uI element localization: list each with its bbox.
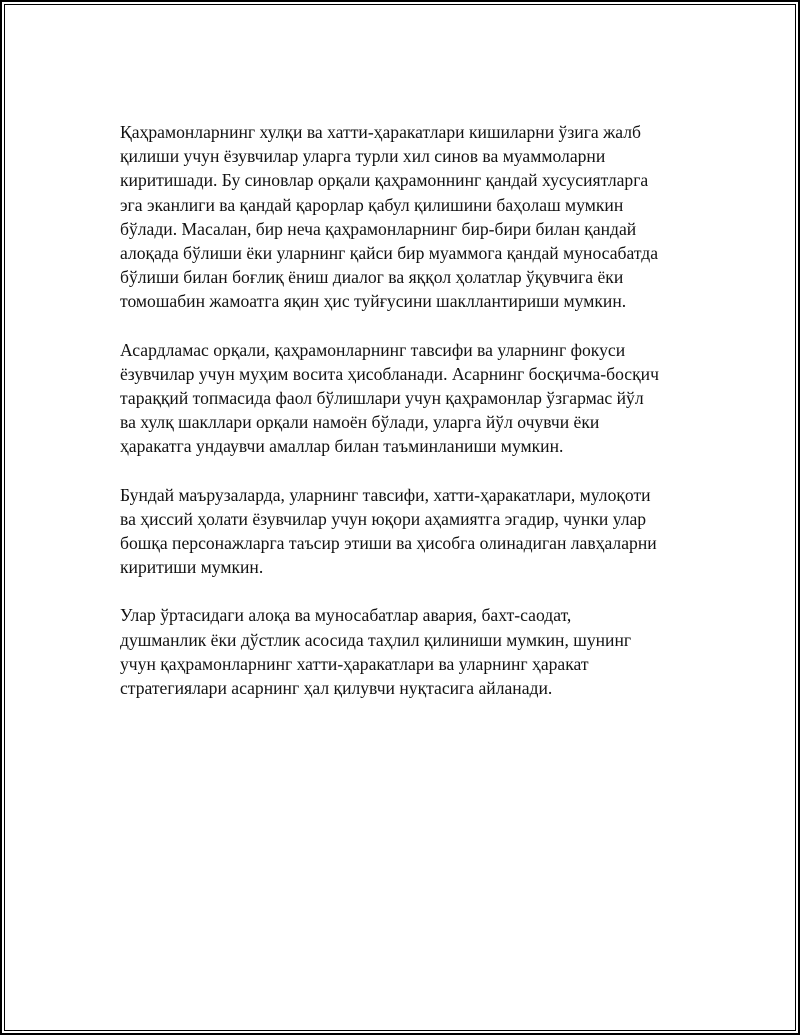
text-line: қилиши учун ёзувчилар уларга турли хил синов ва муаммоларни xyxy=(120,146,606,167)
text-line: стратегиялари асарнинг ҳал қилувчи нуқтасига айланади. xyxy=(120,678,553,699)
paragraph-3 xyxy=(120,483,720,580)
text-line: бўлади. Масалан, бир неча қаҳрамонларнинг бир-бири билан қандай xyxy=(120,218,637,239)
text-line: душманлик ёки дўстлик асосида таҳлил қилиниши мумкин, шунинг xyxy=(120,629,632,650)
text-line: томошабин жамоатга яқин ҳис туйғусини шакллантириши мумкин. xyxy=(120,291,627,312)
text-line: Улар ўртасидаги алоқа ва муносабатлар авария, бахт-саодат, xyxy=(120,605,572,626)
text-line: Асардламас орқали, қаҳрамонларнинг тавсифи ва уларнинг фокуси xyxy=(120,339,626,360)
text-line: бошқа персонажларга таъсир этиши ва ҳисобга олинадиган лавҳаларни xyxy=(120,533,657,554)
text-line: ҳаракатга ундаувчи амаллар билан таъминланиши мумкин. xyxy=(120,436,564,457)
text-line: ва хулқ шакллари орқали намоён бўлади, уларга йўл очувчи ёки xyxy=(120,412,600,433)
paragraph-2 xyxy=(120,338,720,459)
document-body xyxy=(120,120,720,724)
text-line: ва ҳиссий ҳолати ёзувчилар учун юқори аҳамиятга эгадир, чунки улар xyxy=(120,508,647,529)
text-line: бўлиши билан боғлиқ ёниш диалог ва яққол ҳолатлар ўқувчига ёки xyxy=(120,267,624,288)
text-line: учун қаҳрамонларнинг хатти-ҳаракатлари ва уларнинг ҳаракат xyxy=(120,653,589,674)
paragraph-4 xyxy=(120,603,720,700)
paragraph-1 xyxy=(120,120,720,314)
text-line: ёзувчилар учун муҳим восита ҳисобланади. Асарнинг босқичма-босқич xyxy=(120,363,659,384)
text-line: киритиши мумкин. xyxy=(120,557,264,578)
text-line: алоқада бўлиши ёки уларнинг қайси бир муаммога қандай муносабатда xyxy=(120,243,659,264)
text-line: киритишади. Бу синовлар орқали қаҳрамоннинг қандай хусусиятларга xyxy=(120,170,649,191)
text-line: Қаҳрамонларнинг хулқи ва хатти-ҳаракатлари кишиларни ўзига жалб xyxy=(120,122,641,142)
text-line: Бундай маърузаларда, уларнинг тавсифи, хатти-ҳаракатлари, мулоқоти xyxy=(120,484,651,505)
text-line: тараққий топмасида фаол бўлишлари учун қаҳрамонлар ўзгармас йўл xyxy=(120,388,644,409)
text-line: эга эканлиги ва қандай қарорлар қабул қилишини баҳолаш мумкин xyxy=(120,194,624,215)
